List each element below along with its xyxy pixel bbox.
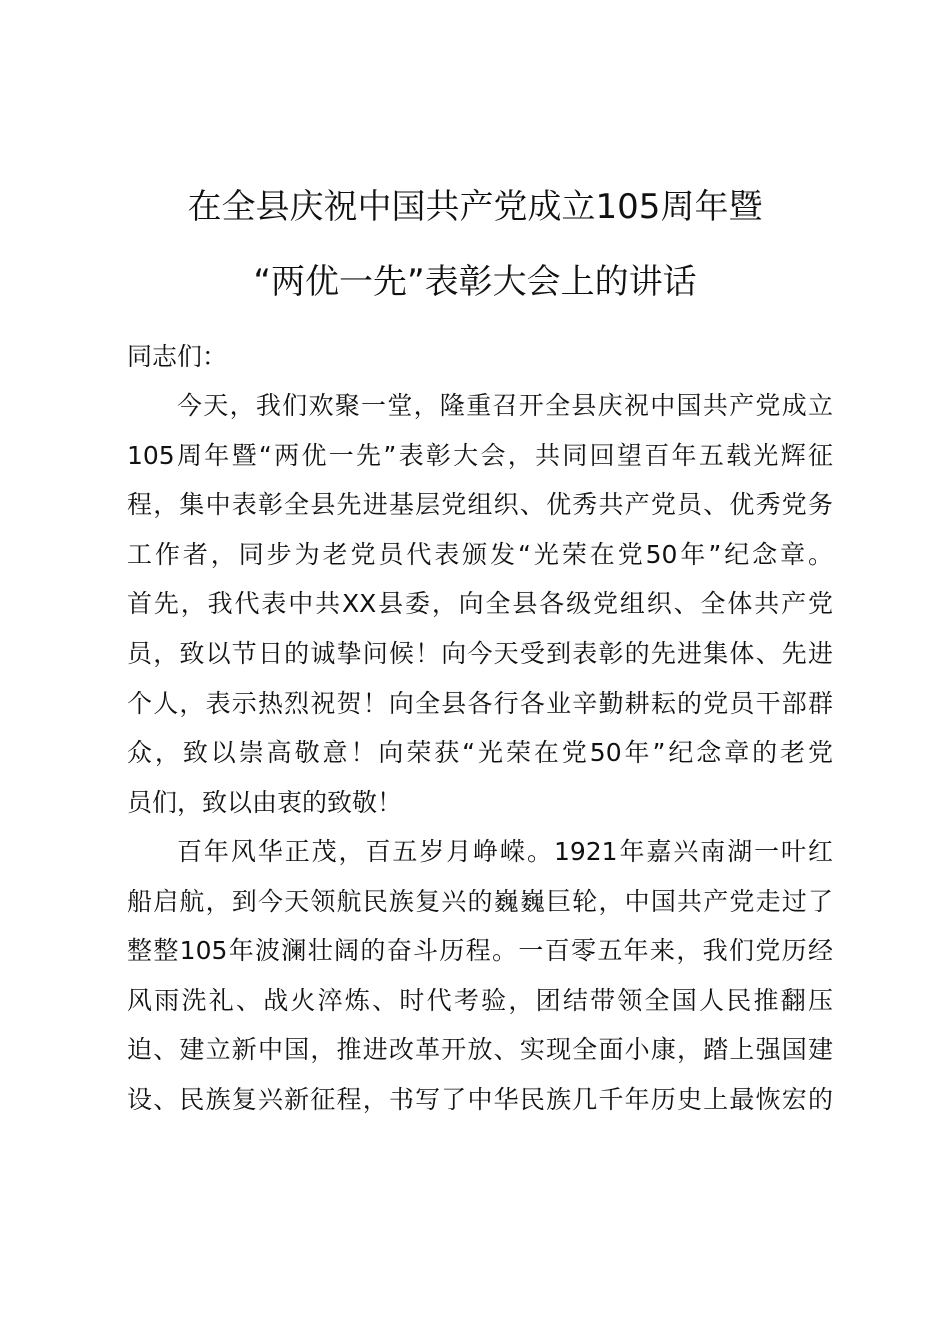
paragraph-line: 员们，致以由衷的致敬！ (127, 787, 403, 817)
paragraph-line: 风雨洗礼、战火淬炼、时代考验，团结带领全国人民推翻压 (127, 985, 833, 1015)
paragraph-line: 今天，我们欢聚一堂，隆重召开全县庆祝中国共产党成立 (177, 391, 833, 420)
paragraph-line: 105周年暨“两优一先”表彰大会，共同回望百年五载光辉征 (127, 440, 833, 470)
paragraph-line: 迫、建立新中国，推进改革开放、实现全面小康，踏上强国建 (127, 1035, 833, 1065)
paragraph-line: 首先，我代表中共XX县委，向全县各级党组织、全体共产党 (127, 589, 833, 619)
paragraph-line: 程，集中表彰全县先进基层党组织、优秀共产党员、优秀党务 (127, 490, 833, 520)
paragraph-line: 设、民族复兴新征程，书写了中华民族几千年历史上最恢宏的 (127, 1084, 833, 1114)
paragraph-1 (127, 381, 833, 827)
paragraph-line: 百年风华正茂，百五岁月峥嵘。1921年嘉兴南湖一叶红 (177, 837, 833, 866)
salutation: 同志们： (127, 342, 228, 371)
paragraph-line: 员，致以节日的诚挚问候！向今天受到表彰的先进集体、先进 (127, 638, 833, 668)
document-title-line-1: 在全县庆祝中国共产党成立105周年暨 (187, 187, 763, 227)
paragraph-2 (127, 827, 833, 1125)
document-title-line-2: “两优一先”表彰大会上的讲话 (253, 262, 697, 302)
paragraph-line: 整整105年波澜壮阔的奋斗历程。一百零五年来，我们党历经 (127, 936, 833, 966)
paragraph-line: 船启航，到今天领航民族复兴的巍巍巨轮，中国共产党走过了 (127, 886, 833, 916)
paragraph-line: 工作者，同步为老党员代表颁发“光荣在党50年”纪念章。 (127, 539, 833, 569)
paragraph-line: 众，致以崇高敬意！向荣获“光荣在党50年”纪念章的老党 (127, 738, 833, 768)
paragraph-line: 个人，表示热烈祝贺！向全县各行各业辛勤耕耘的党员干部群 (127, 688, 833, 718)
